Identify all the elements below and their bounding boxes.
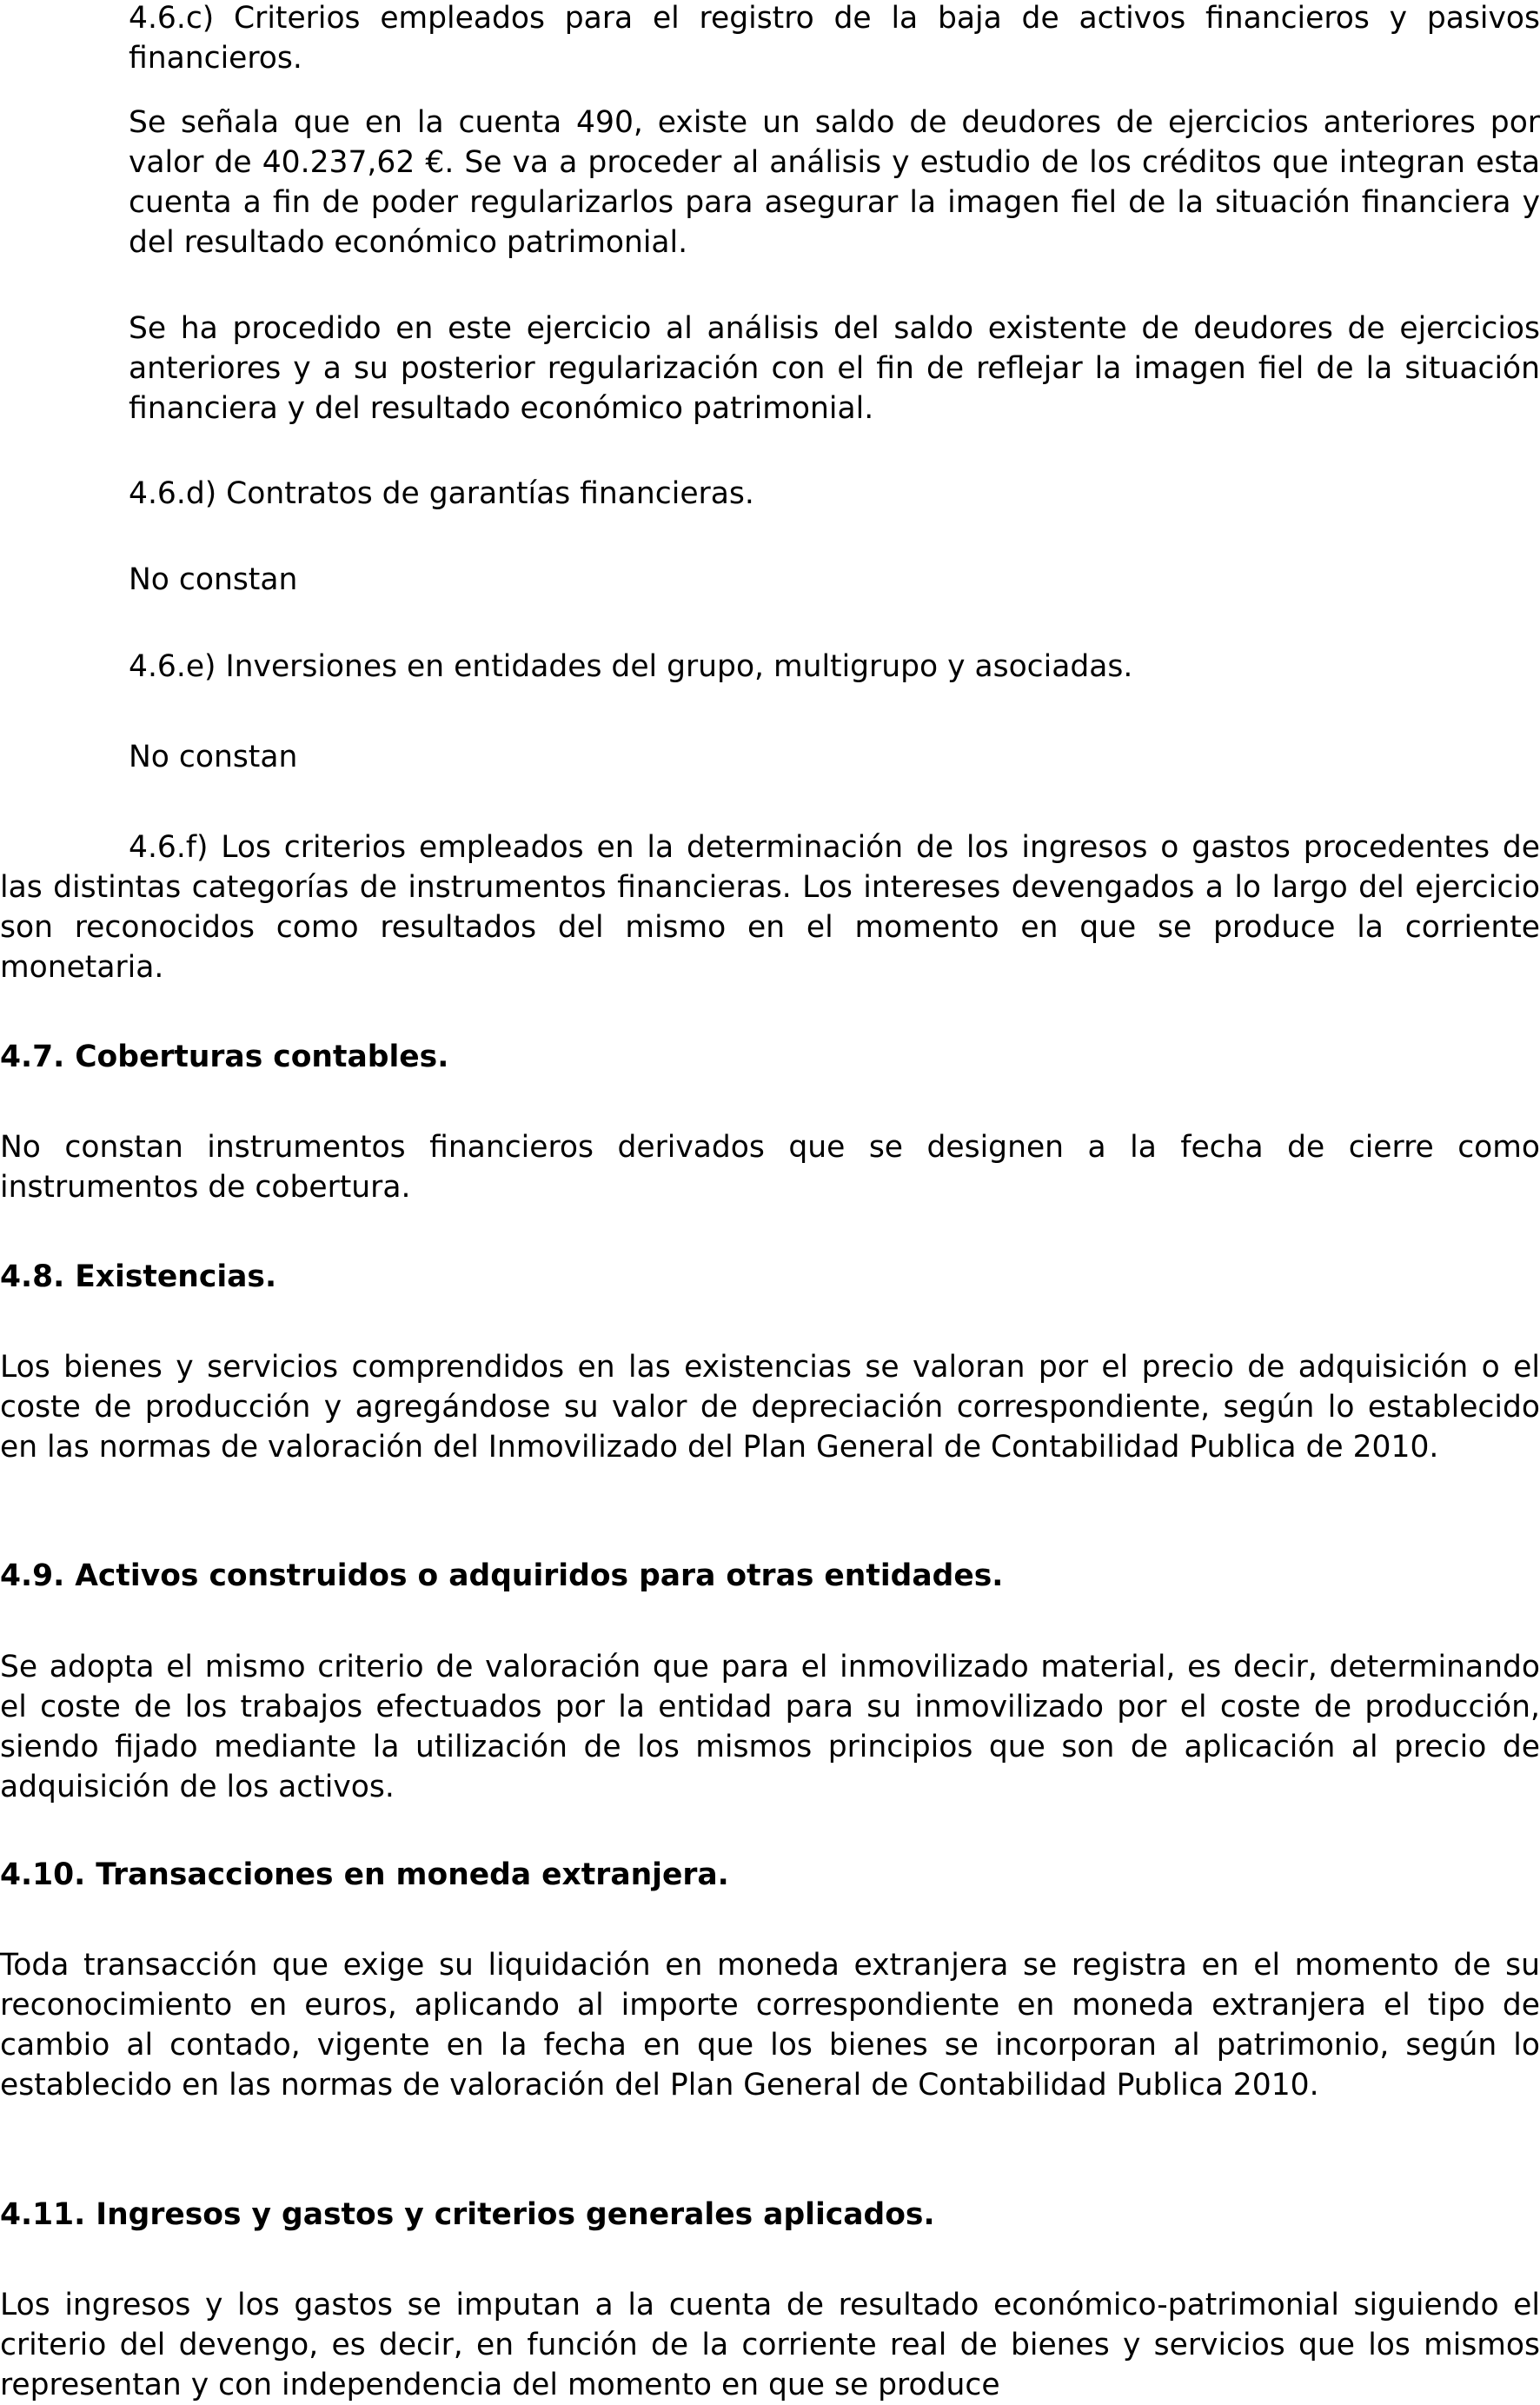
heading-4-10: 4.10. Transacciones en moneda extranjera. (0, 1857, 729, 1892)
heading-4-9: 4.9. Activos construidos o adquiridos para otras entidades. (0, 1558, 1004, 1593)
paragraph-4-10: Toda transacción que exige su liquidación en moneda extranjera se registra en el momento de su reconocimiento en euros, aplicando al importe correspondiente en moneda extranjera el tipo de cambio al contado, vigente en la fecha en que los bienes se incorporan al patrimonio, según lo establecido en las normas de valoración del Plan General de Contabilidad Publica 2010. (0, 1948, 1540, 2103)
heading-4-11: 4.11. Ingresos y gastos y criterios generales aplicados. (0, 2197, 935, 2232)
paragraph-no-constan-2: No constan (129, 740, 298, 774)
paragraph-4-8: Los bienes y servicios comprendidos en las existencias se valoran por el precio de adquisición o el coste de producción y agregándose su valor de depreciación correspondiente, según lo establecido en las normas de valoración del Inmovilizado del Plan General de Contabilidad Publica de 2010. (0, 1350, 1540, 1465)
paragraph-no-constan-1: No constan (129, 562, 298, 597)
heading-4-6-e: 4.6.e) Inversiones en entidades del grupo, multigrupo y asociadas. (129, 649, 1133, 684)
paragraph-4-6-c: 4.6.c) Criterios empleados para el registro de la baja de activos financieros y pasivos financieros. (129, 1, 1540, 76)
paragraph-4-11: Los ingresos y los gastos se imputan a la cuenta de resultado económico-patrimonial siguiendo el criterio del devengo, es decir, en función de la corriente real de bienes y servicios que los mismos representan y con independencia del momento en que se produce (0, 2288, 1540, 2402)
paragraph-4-6-f: 4.6.f) Los criterios empleados en la determinación de los ingresos o gastos procedentes de las distintas categorías de instrumentos financieras. Los intereses devengados a lo largo del ejercicio son reconocidos como resultados del mismo en el momento en que se produce la corriente monetaria. (0, 830, 1540, 985)
heading-4-8: 4.8. Existencias. (0, 1259, 277, 1294)
paragraph-4-7: No constan instrumentos financieros derivados que se designen a la fecha de cierre como instrumentos de cobertura. (0, 1130, 1540, 1205)
heading-4-7: 4.7. Coberturas contables. (0, 1040, 449, 1074)
paragraph-4-9: Se adopta el mismo criterio de valoración que para el inmovilizado material, es decir, determinando el coste de los trabajos efectuados por la entidad para su inmovilizado por el coste de producción, siendo fijado mediante la utilización de los mismos principios que son de aplicación al precio de adquisición de los activos. (0, 1650, 1540, 1804)
paragraph-cuenta-490: Se señala que en la cuenta 490, existe un saldo de deudores de ejercicios anteriores por valor de 40.237,62 €. Se va a proceder al análisis y estudio de los créditos que integran esta cuenta a fin de poder regularizarlos para asegurar la imagen fiel de la situación financiera y del resultado económico patrimonial. (129, 105, 1540, 260)
paragraph-analisis-saldo: Se ha procedido en este ejercicio al análisis del saldo existente de deudores de ejercicios anteriores y a su posterior regularización con el fin de reflejar la imagen fiel de la situación financiera y del resultado económico patrimonial. (129, 311, 1540, 426)
heading-4-6-d: 4.6.d) Contratos de garantías financieras. (129, 476, 754, 511)
